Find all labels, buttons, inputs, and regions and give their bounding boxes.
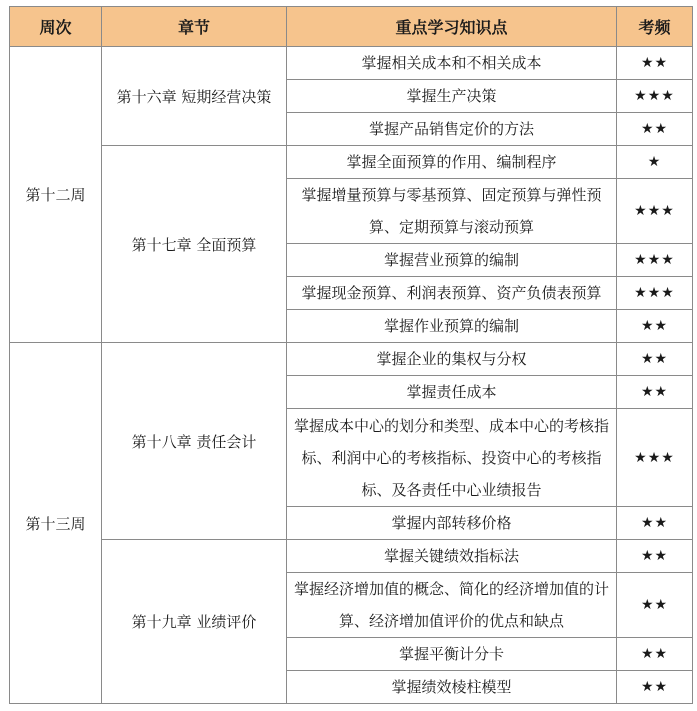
topic-cell: 掌握相关成本和不相关成本	[287, 47, 617, 80]
header-topic: 重点学习知识点	[287, 7, 617, 47]
topic-cell: 掌握企业的集权与分权	[287, 343, 617, 376]
header-chapter: 章节	[102, 7, 287, 47]
table-row	[10, 343, 693, 376]
study-schedule-table	[9, 6, 693, 704]
topic-cell: 掌握成本中心的划分和类型、成本中心的考核指标、利润中心的考核指标、投资中心的考核指标、及各责任中心业绩报告	[287, 409, 617, 507]
chapter-cell: 第十七章 全面预算	[102, 146, 287, 343]
header-row	[10, 7, 693, 47]
week-cell: 第十三周	[10, 343, 102, 704]
topic-cell: 掌握经济增加值的概念、简化的经济增加值的计算、经济增加值评价的优点和缺点	[287, 573, 617, 638]
topic-cell: 掌握现金预算、利润表预算、资产负债表预算	[287, 277, 617, 310]
frequency-stars: ★★	[617, 343, 693, 376]
topic-cell: 掌握关键绩效指标法	[287, 540, 617, 573]
topic-cell: 掌握平衡计分卡	[287, 638, 617, 671]
topic-cell: 掌握产品销售定价的方法	[287, 113, 617, 146]
frequency-stars: ★★	[617, 376, 693, 409]
topic-cell: 掌握责任成本	[287, 376, 617, 409]
table-row	[10, 540, 693, 573]
topic-cell: 掌握生产决策	[287, 80, 617, 113]
header-week: 周次	[10, 7, 102, 47]
frequency-stars: ★	[617, 146, 693, 179]
frequency-stars: ★★	[617, 507, 693, 540]
topic-cell: 掌握内部转移价格	[287, 507, 617, 540]
topic-cell: 掌握增量预算与零基预算、固定预算与弹性预算、定期预算与滚动预算	[287, 179, 617, 244]
frequency-stars: ★★	[617, 671, 693, 704]
header-frequency: 考频	[617, 7, 693, 47]
topic-cell: 掌握绩效棱柱模型	[287, 671, 617, 704]
frequency-stars: ★★	[617, 113, 693, 146]
frequency-stars: ★★	[617, 47, 693, 80]
chapter-cell: 第十六章 短期经营决策	[102, 47, 287, 146]
table-row	[10, 146, 693, 179]
table-row	[10, 47, 693, 80]
frequency-stars: ★★★	[617, 179, 693, 244]
frequency-stars: ★★★	[617, 277, 693, 310]
topic-cell: 掌握全面预算的作用、编制程序	[287, 146, 617, 179]
topic-cell: 掌握营业预算的编制	[287, 244, 617, 277]
chapter-cell: 第十九章 业绩评价	[102, 540, 287, 704]
frequency-stars: ★★	[617, 540, 693, 573]
frequency-stars: ★★	[617, 573, 693, 638]
frequency-stars: ★★	[617, 638, 693, 671]
chapter-cell: 第十八章 责任会计	[102, 343, 287, 540]
frequency-stars: ★★	[617, 310, 693, 343]
frequency-stars: ★★★	[617, 80, 693, 113]
frequency-stars: ★★★	[617, 409, 693, 507]
topic-cell: 掌握作业预算的编制	[287, 310, 617, 343]
frequency-stars: ★★★	[617, 244, 693, 277]
week-cell: 第十二周	[10, 47, 102, 343]
